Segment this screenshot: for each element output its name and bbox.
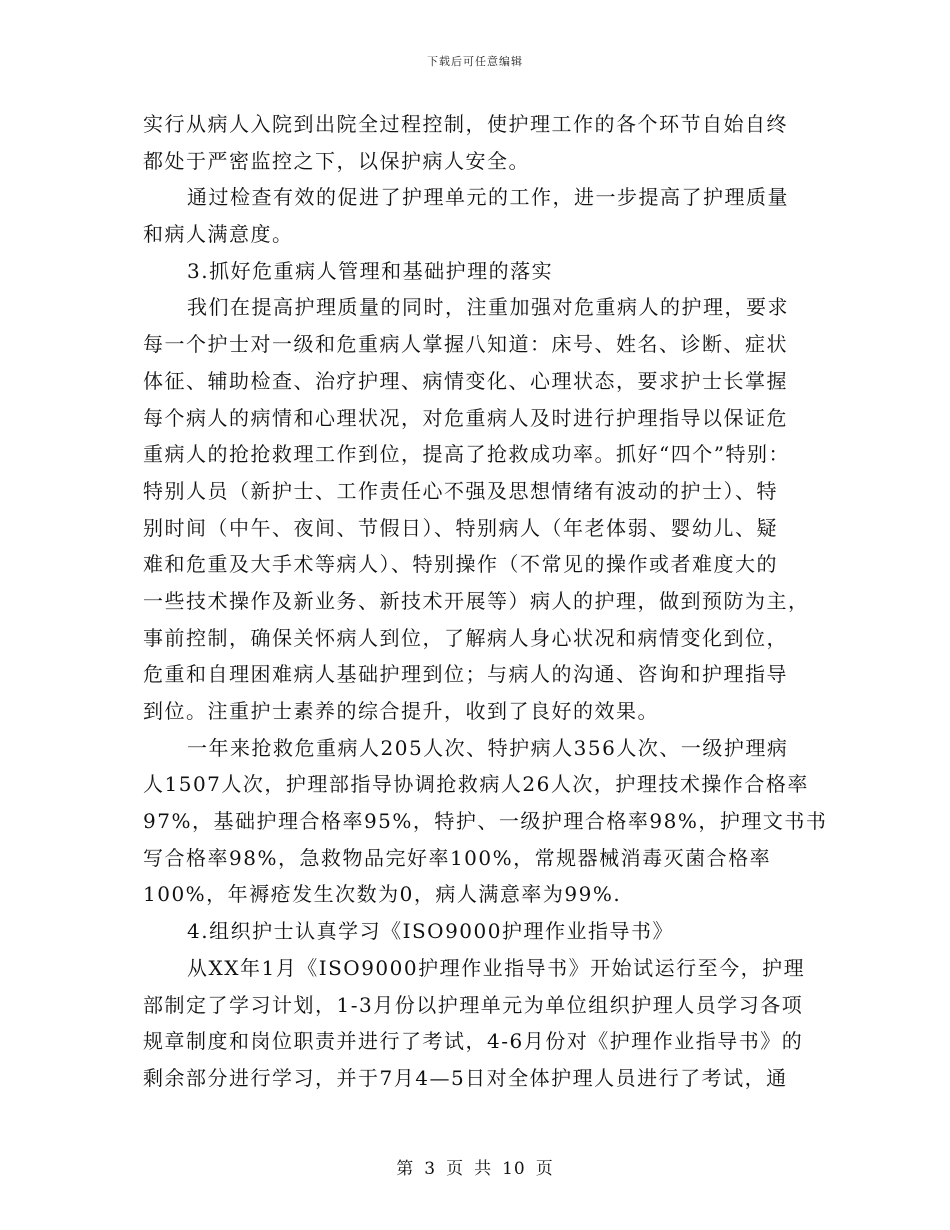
footer-ye: 页 [535,1159,554,1179]
text-line: 每个病人的病情和心理状况，对危重病人及时进行护理指导以保证危 [143,405,788,430]
text-line: 剩余部分进行学习，并于7月4—5日对全体护理人员进行了考试，通 [143,1065,788,1090]
text-line: 写合格率98%，急救物品完好率100%，常规器械消毒灭菌合格率 [143,845,772,870]
text-line: 难和危重及大手术等病人）、特别操作（不常见的操作或者难度大的 [143,552,778,577]
text-line: 和病人满意度。 [143,222,294,247]
page-header-note: 下载后可任意编辑 [427,55,523,68]
text-line: 危重和自理困难病人基础护理到位；与病人的沟通、咨询和护理指导 [143,662,788,687]
section-heading: 4.组织护士认真学习《ISO9000护理作业指导书》 [187,919,674,944]
text-line: 到位。注重护士素养的综合提升，收到了良好的效果。 [143,699,659,723]
text-line: 事前控制，确保关怀病人到位，了解病人身心状况和病情变化到位， [143,625,788,650]
total-pages: 10 [502,1159,526,1179]
text-line: 人1507人次，护理部指导协调抢救病人26人次，护理技术操作合格率 [143,772,809,797]
text-line: 别时间（中午、夜间、节假日）、特别病人（年老体弱、婴幼儿、疑 [143,515,778,540]
text-line: 一些技术操作及新业务、新技术开展等）病人的护理，做到预防为主， [143,588,810,613]
text-line: 实行从病人入院到出院全过程控制，使护理工作的各个环节自始自终 [143,112,788,136]
paragraph-start: 一年来抢救危重病人205人次、特护病人356人次、一级护理病 [187,735,789,760]
paragraph-start: 通过检查有效的促进了护理单元的工作，进一步提高了护理质量 [187,185,789,210]
footer-ye: 页 [446,1159,465,1179]
paragraph-start: 我们在提高护理质量的同时，注重加强对危重病人的护理，要求 [187,295,789,320]
footer-gong: 共 [474,1159,493,1179]
text-line: 体征、辅助检查、治疗护理、病情变化、心理状态，要求护士长掌握 [143,368,788,393]
page-footer [0,1154,950,1179]
document-body [143,106,828,1097]
section-heading: 3.抓好危重病人管理和基础护理的落实 [187,258,554,283]
text-line: 重病人的抢抢救理工作到位，提高了抢救成功率。抓好“四个”特别： [143,442,790,467]
text-line: 特别人员（新护士、工作责任心不强及思想情绪有波动的护士）、特 [143,478,778,503]
paragraph-start: 从XX年1月《ISO9000护理作业指导书》开始试运行至今，护理 [187,955,806,980]
text-line: 每一个护士对一级和危重病人掌握八知道：床号、姓名、诊断、症状 [143,332,788,357]
text-line: 97%，基础护理合格率95%，特护、一级护理合格率98%，护理文书书 [143,809,828,834]
text-line: 规章制度和岗位职责并进行了考试，4-6月份对《护理作业指导书》的 [143,1029,804,1054]
text-line: 都处于严密监控之下，以保护病人安全。 [143,148,530,173]
text-line: 部制定了学习计划，1-3月份以护理单元为单位组织护理人员学习各项 [143,992,804,1017]
footer-di: 第 [396,1159,415,1179]
page-number: 3 [424,1159,437,1179]
text-line: 100%，年褥疮发生次数为0，病人满意率为99%. [143,882,622,907]
